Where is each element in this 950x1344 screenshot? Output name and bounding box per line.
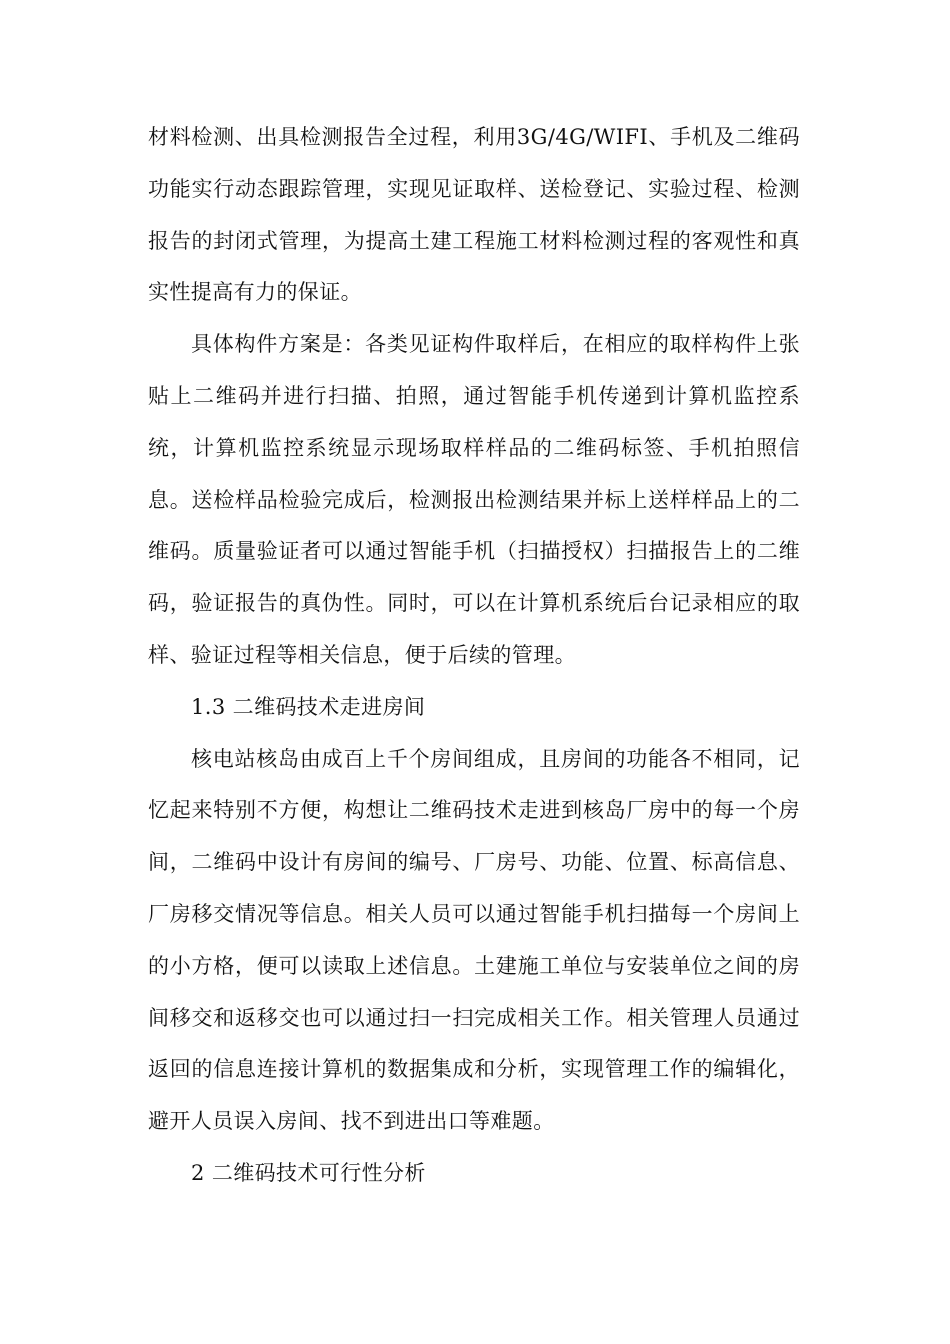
section-heading-2: 2 二维码技术可行性分析: [191, 1160, 426, 1185]
paragraph-room-qr: 核电站核岛由成百上千个房间组成，且房间的功能各不相同，记忆起来特别不方便，构想让二维码技术走进到核岛厂房中的每一个房间，二维码中设计有房间的编号、厂房号、功能、位置、标高信息、厂房移交情况等信息。相关人员可以通过智能手机扫描每一个房间上的小方格，便可以读取上述信息。土建施工单位与安装单位之间的房间移交和返移交也可以通过扫一扫完成相关工作。相关管理人员通过返回的信息连接计算机的数据集成和分析，实现管理工作的编辑化，避开人员误入房间、找不到进出口等难题。: [148, 746, 800, 1134]
paragraph-component-scheme: 具体构件方案是：各类见证构件取样后，在相应的取样构件上张贴上二维码并进行扫描、拍照，通过智能手机传递到计算机监控系统，计算机监控系统显示现场取样样品的二维码标签、手机拍照信息。送检样品检验完成后，检测报出检测结果并标上送样样品上的二维码。质量验证者可以通过智能手机（扫描授权）扫描报告上的二维码，验证报告的真伪性。同时，可以在计算机系统后台记录相应的取样、验证过程等相关信息，便于后续的管理。: [148, 332, 800, 667]
paragraph-material-testing: 材料检测、出具检测报告全过程，利用3G/4G/WIFI、手机及二维码功能实行动态跟踪管理，实现见证取样、送检登记、实验过程、检测报告的封闭式管理，为提高土建工程施工材料检测过程的客观性和真实性提高有力的保证。: [148, 125, 800, 305]
document-body: [148, 112, 800, 1200]
section-heading-1-3: 1.3 二维码技术走进房间: [191, 694, 426, 719]
